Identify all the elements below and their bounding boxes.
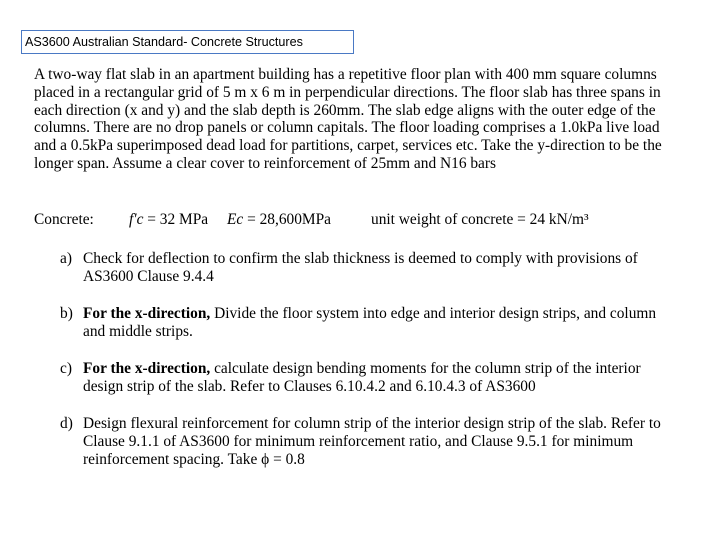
question-body: Check for deflection to confirm the slab thickness is deemed to comply with provisions of AS3600 Clause 9.4.4 [83, 250, 638, 285]
question-label: b) [60, 305, 73, 322]
problem-statement [34, 66, 684, 173]
header-title: AS3600 Australian Standard- Concrete Structures [25, 35, 303, 49]
unit-weight: unit weight of concrete = 24 kN/m³ [371, 211, 589, 228]
fc-value: = 32 MPa [143, 211, 209, 228]
question-body: calculate design bending moments for the column strip of the interior design strip of the slab. Refer to Clauses 6.10.4.2 and 6.10.4.3 of AS3600 [83, 360, 641, 395]
question-label: a) [60, 250, 72, 267]
question-c [60, 360, 680, 396]
fc-property [129, 211, 208, 229]
ec-value: = 28,600MPa [243, 211, 332, 228]
header-title-box [21, 30, 354, 54]
question-text [83, 360, 680, 396]
question-text [83, 305, 680, 341]
concrete-label: Concrete: [34, 211, 94, 228]
ec-symbol: Ec [227, 211, 244, 228]
question-body: Design flexural reinforcement for column strip of the interior design strip of the slab. Refer to Clause 9.1.1 of AS3600 for minimum reinforcement ratio, and Clause 9.5.1 for minimum reinforcement spacing. Take ϕ = 0.8 [83, 415, 661, 468]
question-label: d) [60, 415, 73, 432]
question-label: c) [60, 360, 72, 377]
question-text [83, 250, 680, 286]
intro-paragraph: A two-way flat slab in an apartment building has a repetitive floor plan with 400 mm square columns placed in a rectangular grid of 5 m x 6 m in perpendicular directions. The floor slab has three spans in each direction (x and y) and the slab depth is 260mm. The slab edge aligns with the outer edge of the columns. There are no drop panels or column capitals. The floor loading comprises a 1.0kPa live load and a 0.5kPa superimposed dead load for partitions, carpet, services etc. Take the y-direction to be the longer span. Assume a clear cover to reinforcement of 25mm and N16 bars [34, 66, 662, 172]
question-text [83, 415, 680, 468]
question-d [60, 415, 680, 468]
question-emphasis: For the x-direction, [83, 360, 211, 377]
question-a [60, 250, 680, 286]
question-emphasis: For the x-direction, [83, 305, 211, 322]
question-b [60, 305, 680, 341]
fc-symbol: f'c [129, 211, 144, 228]
question-body: Divide the floor system into edge and interior design strips, and column and middle strips. [83, 305, 657, 340]
ec-property [227, 211, 331, 229]
